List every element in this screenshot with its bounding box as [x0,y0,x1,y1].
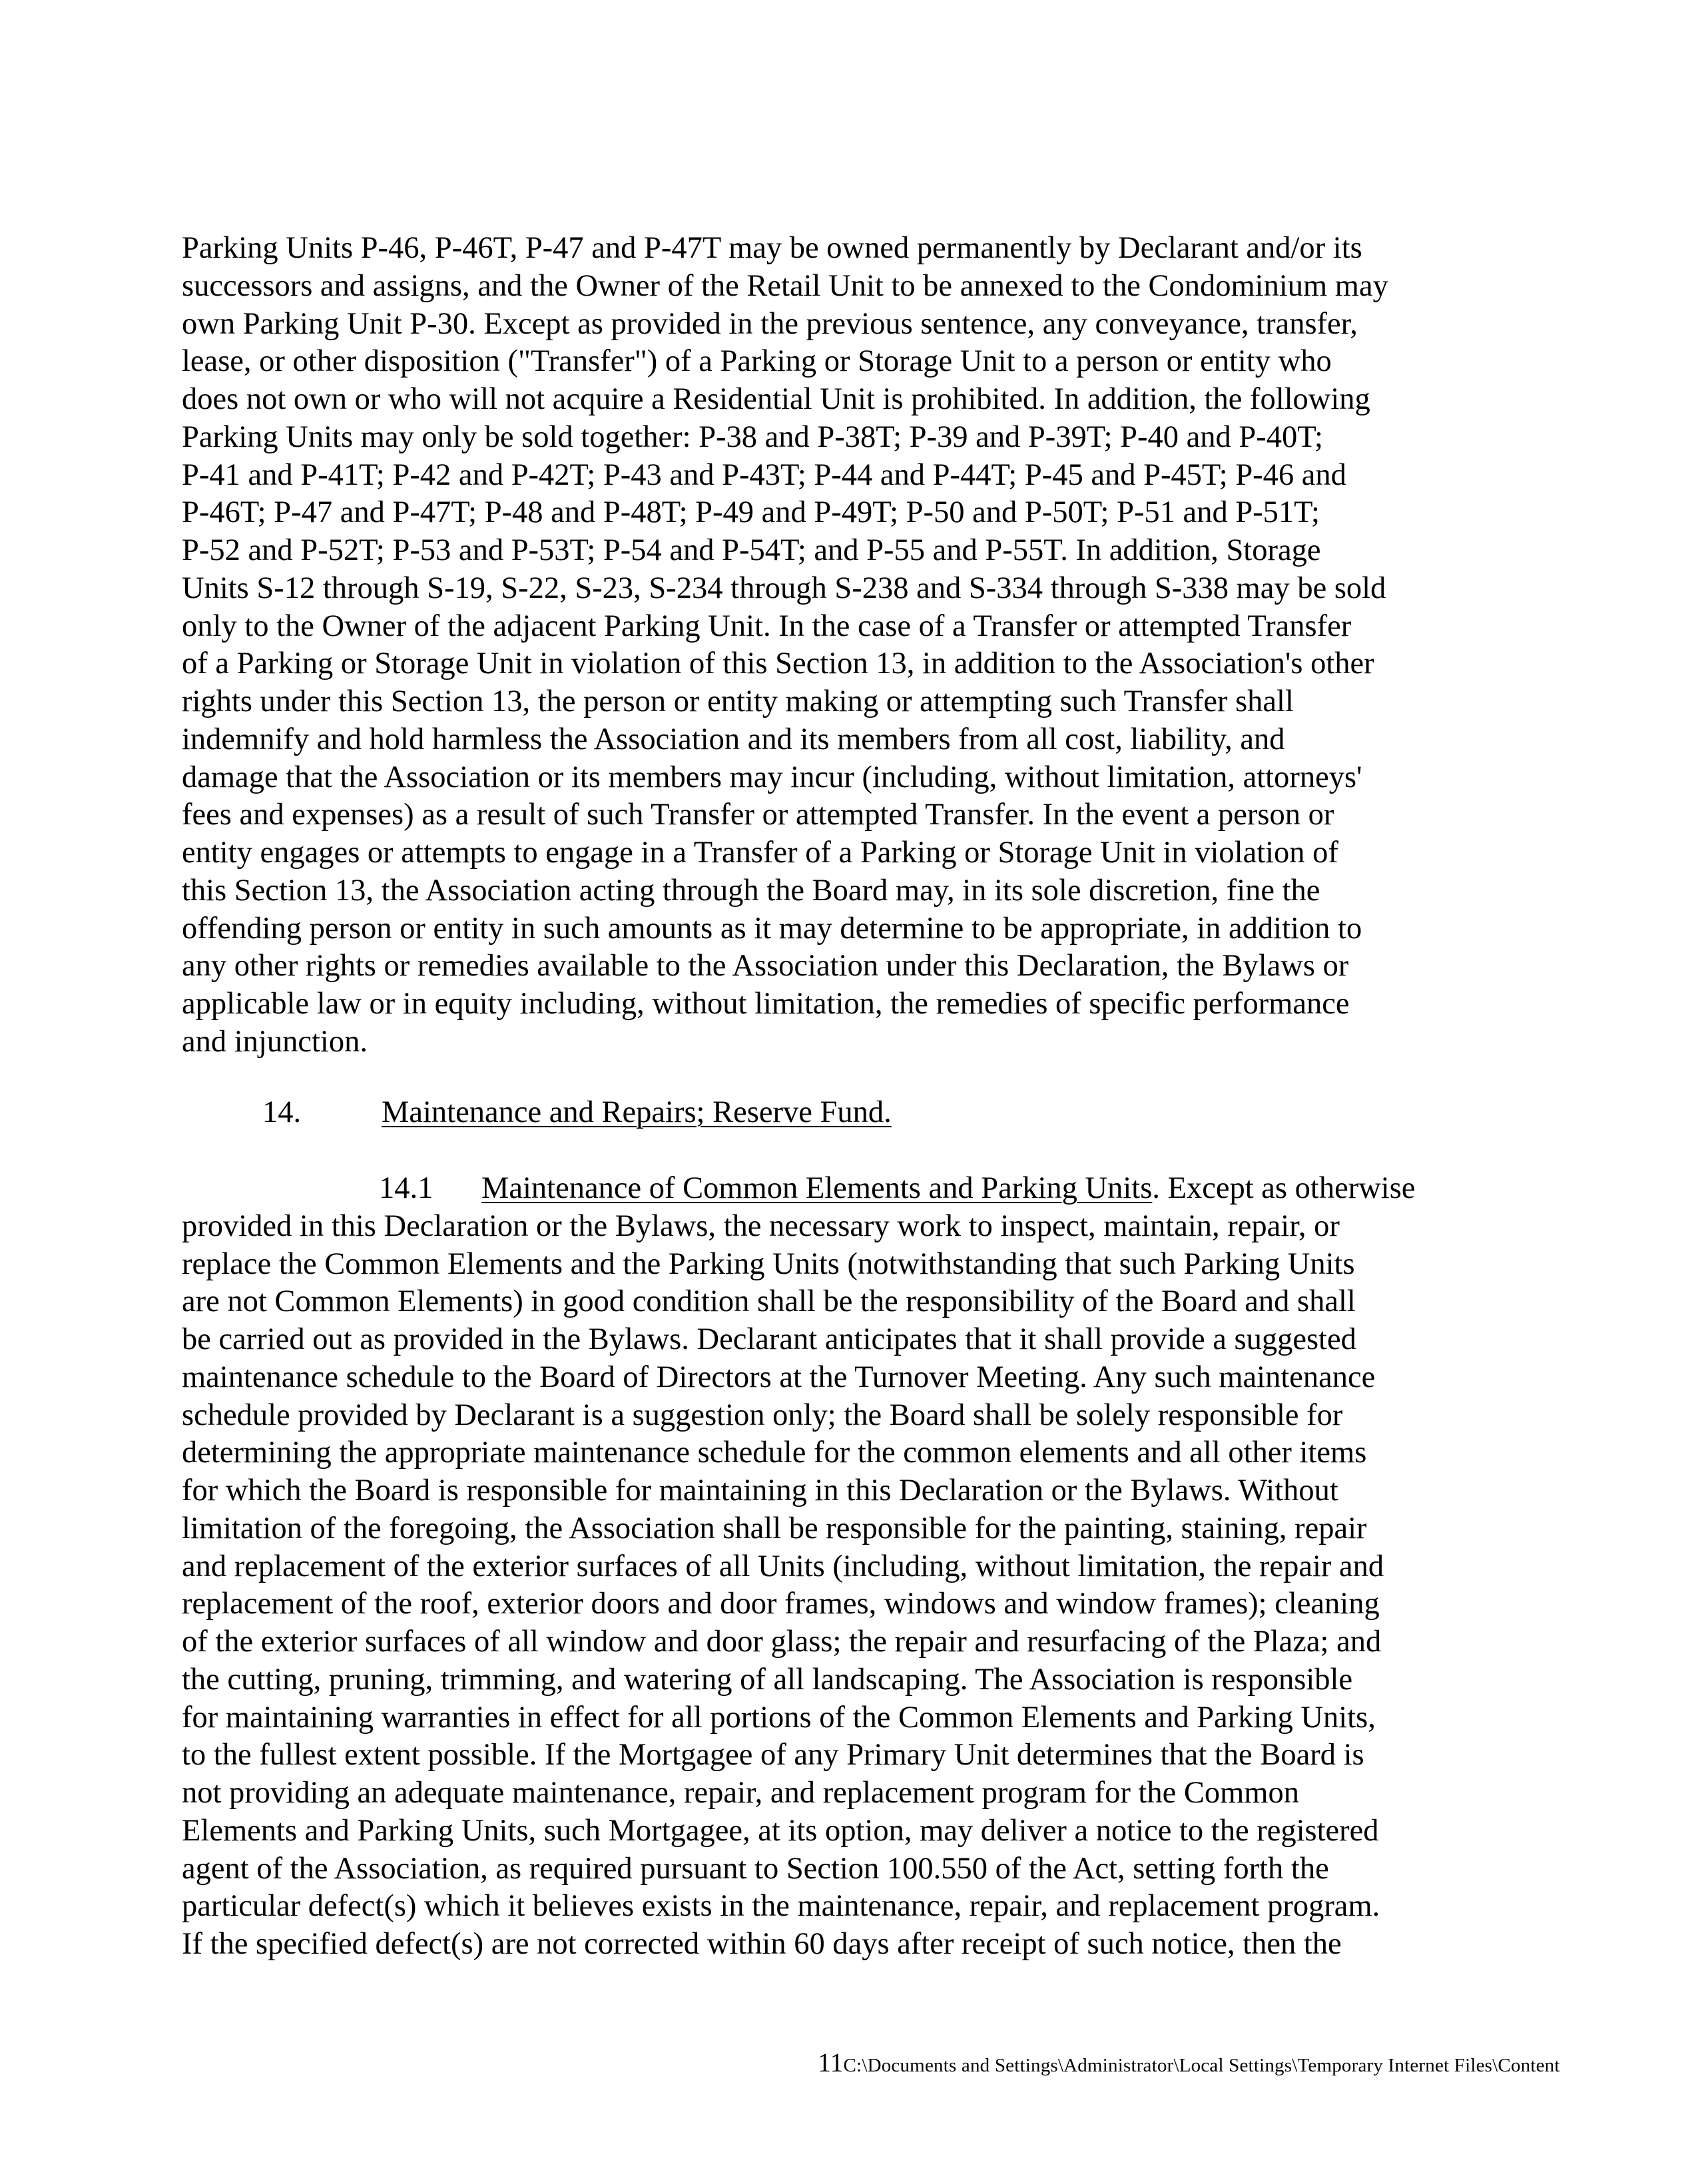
paragraph-line: rights under this Section 13, the person or entity making or attempting such Transfer shall [182,684,1294,718]
section-14-title: Maintenance and Repairs; Reserve Fund. [382,1095,892,1129]
paragraph-line: determining the appropriate maintenance schedule for the common elements and all other items [182,1436,1367,1470]
paragraph-line: fees and expenses) as a result of such Transfer or attempted Transfer. In the event a person or [182,798,1334,832]
paragraph-line: P-46T; P-47 and P-47T; P-48 and P-48T; P-49 and P-49T; P-50 and P-50T; P-51 and P-51T; [182,495,1320,530]
paragraph-line: Parking Units P-46, P-46T, P-47 and P-47T may be owned permanently by Declarant and/or its [182,231,1362,265]
paragraph-line: damage that the Association or its members may incur (including, without limitation, attorneys' [182,760,1362,794]
paragraph-line: lease, or other disposition ("Transfer") of a Parking or Storage Unit to a person or entity who [182,344,1332,379]
paragraph-line: replace the Common Elements and the Parking Units (notwithstanding that such Parking Units [182,1246,1355,1281]
section-14-1-paragraph [182,1170,1527,1964]
page-footer [818,2047,1560,2078]
section-13-continuation-paragraph [182,230,1527,1061]
paragraph-line: does not own or who will not acquire a Residential Unit is prohibited. In addition, the following [182,382,1370,416]
paragraph-line: for which the Board is responsible for maintaining in this Declaration or the Bylaws. Without [182,1474,1338,1507]
paragraph-line: and injunction. [182,1024,368,1059]
paragraph-line: successors and assigns, and the Owner of the Retail Unit to be annexed to the Condominium may [182,268,1388,303]
paragraph-line: particular defect(s) which it believes exists in the maintenance, repair, and replacement program. [182,1889,1380,1924]
page-number: 11 [818,2048,844,2077]
paragraph-line: not providing an adequate maintenance, repair, and replacement program for the Common [182,1776,1299,1810]
paragraph-line: of the exterior surfaces of all window and door glass; the repair and resurfacing of the Plaza; and [182,1625,1382,1659]
paragraph-line: of a Parking or Storage Unit in violation of this Section 13, in addition to the Association's other [182,647,1374,681]
paragraph-line: limitation of the foregoing, the Association shall be responsible for the painting, staining, repair [182,1511,1367,1545]
section-14-heading [262,1094,892,1132]
paragraph-line: the cutting, pruning, trimming, and watering of all landscaping. The Association is responsible [182,1662,1353,1697]
paragraph-line: indemnify and hold harmless the Association and its members from all cost, liability, and [182,722,1285,756]
paragraph-line: maintenance schedule to the Board of Directors at the Turnover Meeting. Any such maintenance [182,1360,1376,1394]
paragraph-line: any other rights or remedies available to the Association under this Declaration, the Bylaws or [182,949,1349,983]
section-14-number: 14. [262,1095,302,1129]
paragraph-line: this Section 13, the Association acting through the Board may, in its sole discretion, fine the [182,873,1320,908]
paragraph-line: provided in this Declaration or the Bylaws, the necessary work to inspect, maintain, repair, or [182,1209,1340,1243]
paragraph-line: applicable law or in equity including, without limitation, the remedies of specific performance [182,987,1350,1021]
paragraph-line: schedule provided by Declarant is a suggestion only; the Board shall be solely responsible for [182,1398,1343,1432]
paragraph-line: to the fullest extent possible. If the Mortgagee of any Primary Unit determines that the Board is [182,1738,1364,1773]
paragraph-line: P-41 and P-41T; P-42 and P-42T; P-43 and P-43T; P-44 and P-44T; P-45 and P-45T; P-46 and [182,457,1346,492]
paragraph-line: be carried out as provided in the Bylaws. Declarant anticipates that it shall provide a suggested [182,1322,1356,1356]
paragraph-line: Parking Units may only be sold together: P-38 and P-38T; P-39 and P-39T; P-40 and P-40T; [182,419,1323,454]
section-14-1-title: Maintenance of Common Elements and Parking Units [481,1171,1153,1205]
paragraph-line: If the specified defect(s) are not corrected within 60 days after receipt of such notice, then the [182,1927,1342,1961]
section-14-1-first-line-rest: . Except as otherwise [1152,1171,1416,1205]
paragraph-line: only to the Owner of the adjacent Parking Unit. In the case of a Transfer or attempted Transfer [182,609,1352,643]
footer-file-path: C:\Documents and Settings\Administrator\Local Settings\Temporary Internet Files\Content [843,2055,1560,2076]
paragraph-line: are not Common Elements) in good condition shall be the responsibility of the Board and shall [182,1284,1356,1319]
paragraph-line: Units S-12 through S-19, S-22, S-23, S-234 through S-238 and S-334 through S-338 may be sold [182,571,1386,605]
paragraph-line: P-52 and P-52T; P-53 and P-53T; P-54 and P-54T; and P-55 and P-55T. In addition, Storage [182,533,1321,567]
paragraph-line: replacement of the roof, exterior doors and door frames, windows and window frames); cleaning [182,1587,1380,1621]
paragraph-line: and replacement of the exterior surfaces of all Units (including, without limitation, the repair and [182,1549,1384,1583]
paragraph-line: Elements and Parking Units, such Mortgagee, at its option, may deliver a notice to the registered [182,1813,1379,1848]
paragraph-line: offending person or entity in such amounts as it may determine to be appropriate, in addition to [182,911,1362,946]
paragraph-line: entity engages or attempts to engage in a Transfer of a Parking or Storage Unit in violation of [182,836,1338,870]
section-14-1-heading [182,1170,1527,1208]
paragraph-line: agent of the Association, as required pursuant to Section 100.550 of the Act, setting forth the [182,1851,1329,1886]
paragraph-line: own Parking Unit P-30. Except as provided in the previous sentence, any conveyance, transfer, [182,306,1358,341]
paragraph-line: for maintaining warranties in effect for all portions of the Common Elements and Parking Units, [182,1700,1376,1735]
section-14-1-number: 14.1 [379,1171,433,1205]
